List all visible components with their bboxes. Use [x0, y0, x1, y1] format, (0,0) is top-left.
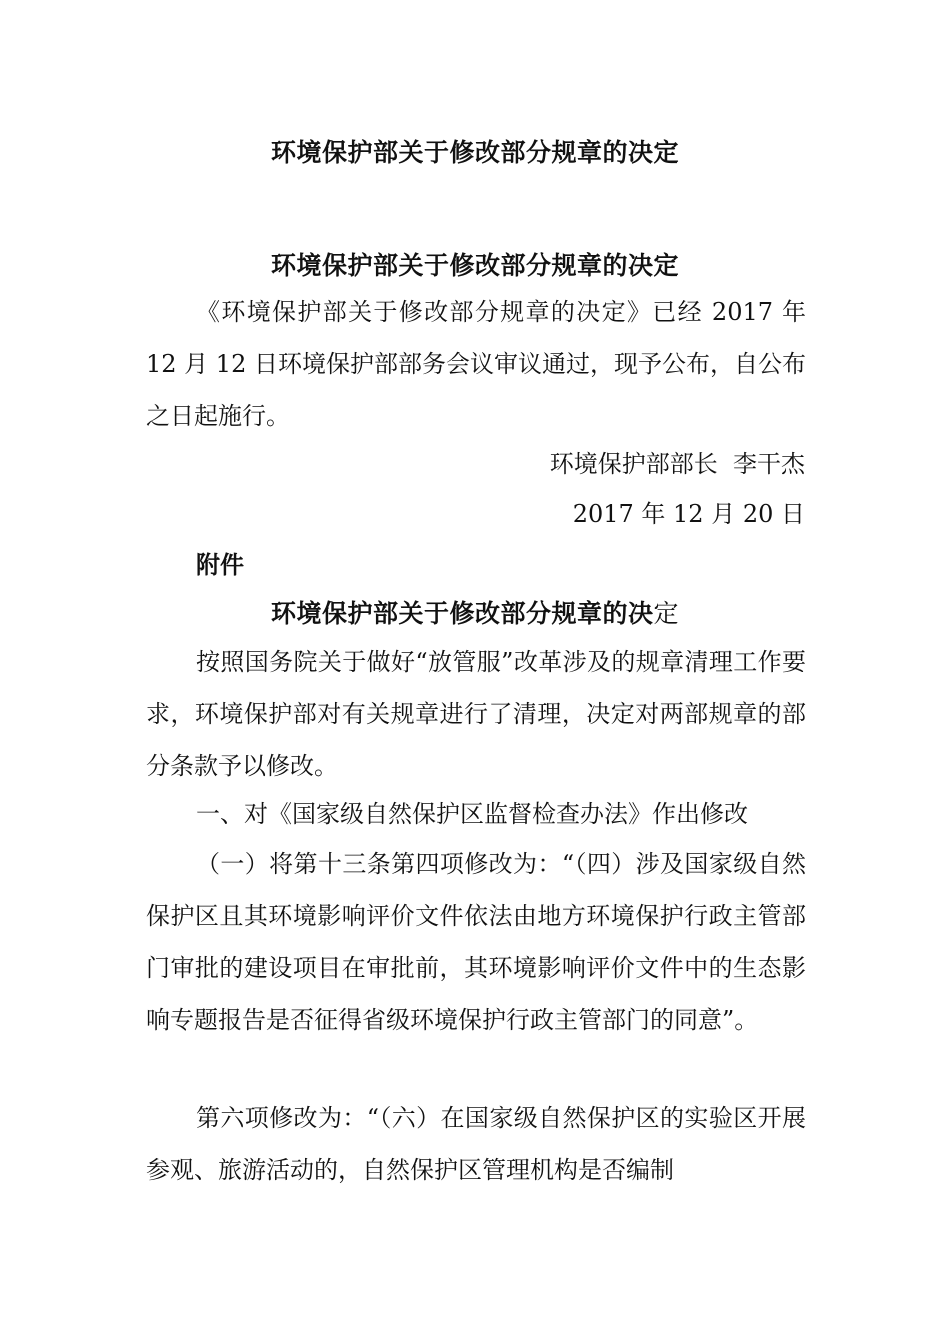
- signature-line: 环境保护部部长 李干杰: [549, 450, 805, 478]
- attachment-paragraph-section-one: 一、对《国家级自然保护区监督检查办法》作出修改: [196, 800, 748, 828]
- cover-title: 环境保护部关于修改部分规章的决定: [270, 138, 679, 167]
- attachment-title-rest: 定: [653, 599, 680, 628]
- attachment-label: 附件: [196, 551, 244, 579]
- decree-paragraph: 《环境保护部关于修改部分规章的决定》已经 2017 年 12 月 12 日环境保护部部务会议审议通过，现予公布，自公布之日起施行。: [146, 298, 806, 430]
- attachment-paragraph-item-one: （一）将第十三条第四项修改为：“（四）涉及国家级自然保护区且其环境影响评价文件依法由地方环境保护行政主管部门审批的建设项目在审批前，其环境影响评价文件中的生态影响专题报告是否征得省级环境保护行政主管部门的同意”。: [146, 850, 806, 1034]
- attachment-paragraph-intro: 按照国务院关于做好“放管服”改革涉及的规章清理工作要求，环境保护部对有关规章进行了清理，决定对两部规章的部分条款予以修改。: [146, 648, 806, 780]
- attachment-title-bold: 环境保护部关于修改部分规章的决: [270, 599, 654, 628]
- decree-date: 2017 年 12 月 20 日: [572, 500, 805, 528]
- decree-title: 环境保护部关于修改部分规章的决定: [270, 251, 679, 280]
- attachment-paragraph-item-six: 第六项修改为：“（六）在国家级自然保护区的实验区开展参观、旅游活动的，自然保护区管理机构是否编制: [146, 1104, 806, 1184]
- attachment-title: [0, 594, 950, 630]
